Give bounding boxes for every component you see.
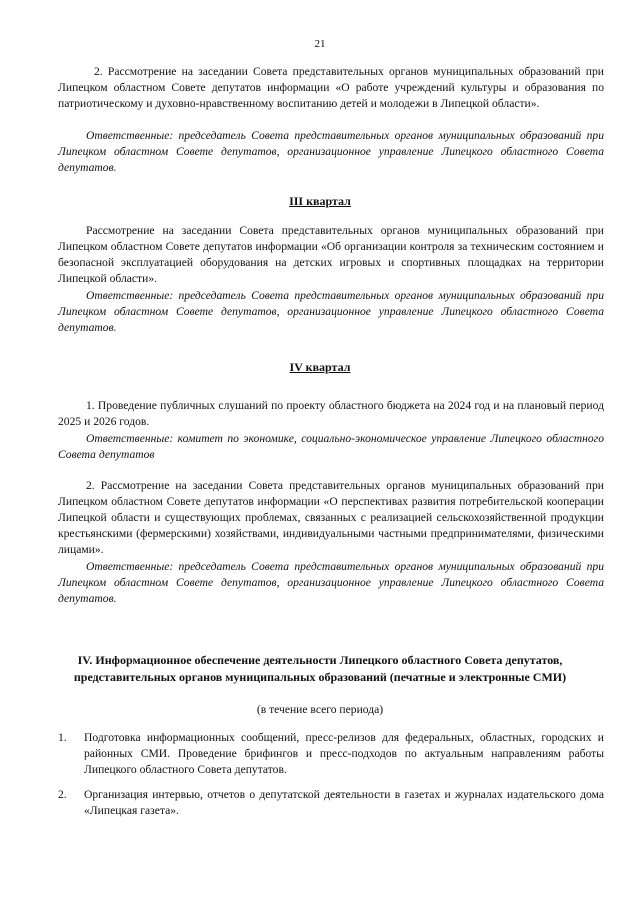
list-item <box>58 730 604 778</box>
list-item <box>58 787 604 819</box>
agenda-item-text: Рассмотрение на заседании Совета представительных органов муниципальных образований при Липецком областном Совете депутатов информации «Об организации контроля за техническим состоянием и безопасной эксплуатацией оборудования на детских игровых и спортивных площадках на территории Липецкой области». <box>58 224 604 285</box>
responsible-note: Ответственные: председатель Совета представительных органов муниципальных образований при Липецком областном Совете депутатов, организационное управление Липецкого областного Совета депутатов. <box>58 289 604 334</box>
responsible-note: Ответственные: комитет по экономике, социально-экономическое управление Липецкого областного Совета депутатов <box>58 432 604 461</box>
quarter-heading-4: IV квартал <box>289 360 351 374</box>
responsible-note: Ответственные: председатель Совета представительных органов муниципальных образований при Липецком областном Совете депутатов, организационное управление Липецкого областного Совета депутатов. <box>58 560 604 605</box>
list-item-number: 2. <box>58 788 67 801</box>
section-period: (в течение всего периода) <box>256 703 384 716</box>
list-item-text: Организация интервью, отчетов о депутатской деятельности в газетах и журналах издательского дома «Липецкая газета». <box>84 788 604 817</box>
list-item-number: 1. <box>58 731 67 744</box>
section-title: IV. Информационное обеспечение деятельности Липецкого областного Совета депутатов, представительных органов муниципальных образований (печатные и электронные СМИ) <box>73 653 567 684</box>
agenda-item-text: 2. Рассмотрение на заседании Совета представительных органов муниципальных образований при Липецком областном Совете депутатов информации «О работе учреждений культуры и образования по патриотическому и духовно-нравственному воспитанию детей и молодежи в Липецкой области». <box>58 65 604 110</box>
list-item-text: Подготовка информационных сообщений, пресс-релизов для федеральных, областных, городских и районных СМИ. Проведение брифингов и пресс-подходов по актуальным направлениям работы Липецкого областного Совета депутатов. <box>84 731 604 776</box>
page-number: 21 <box>314 38 326 50</box>
responsible-note: Ответственные: председатель Совета представительных органов муниципальных образований при Липецком областном Совете депутатов, организационное управление Липецкого областного Совета депутатов. <box>58 129 604 174</box>
quarter-heading-3: III квартал <box>289 194 351 208</box>
agenda-item-text: 1. Проведение публичных слушаний по проекту областного бюджета на 2024 год и на плановый период 2025 и 2026 годов. <box>58 399 604 428</box>
agenda-item-text: 2. Рассмотрение на заседании Совета представительных органов муниципальных образований при Липецком областном Совете депутатов информации «О перспективах развития потребительской кооперации Липецкой области и существующих проблемах, связанных с реализацией сельскохозяйственной продукции крестьянскими (фермерскими) хозяйствами, индивидуальными частными предпринимателями, физическими лицами». <box>58 479 604 556</box>
